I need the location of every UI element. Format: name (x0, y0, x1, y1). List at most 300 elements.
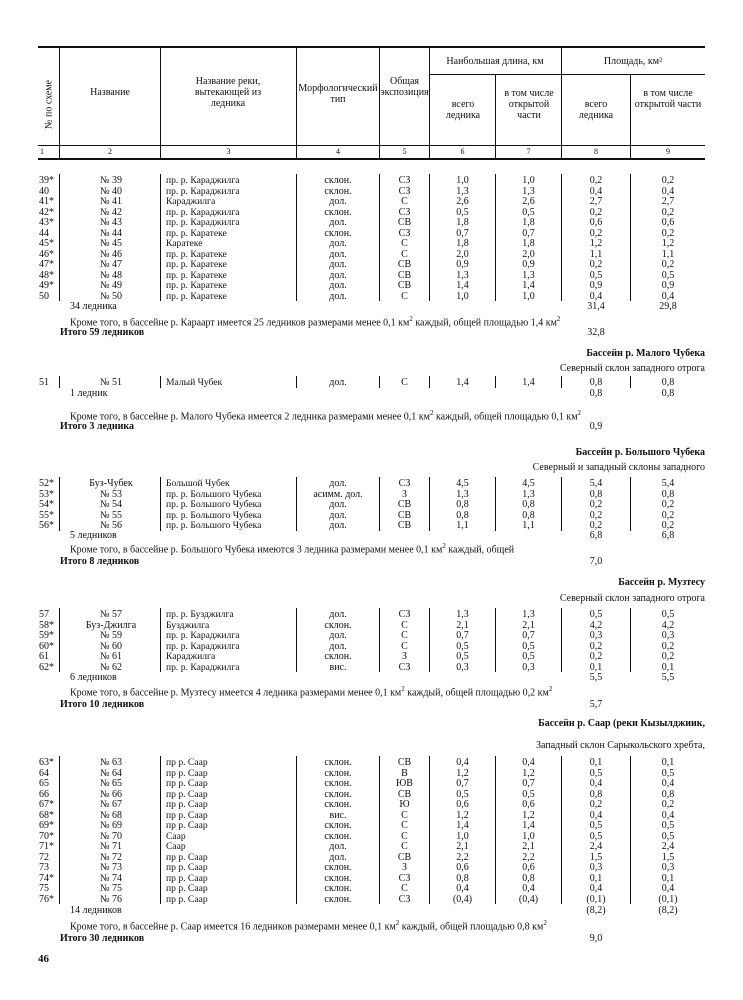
cell-col-2: № 55 (99, 509, 123, 521)
table-row (38, 641, 705, 652)
cell-col-1: 73 (39, 862, 49, 873)
cell-col-6: 1,4 (456, 820, 469, 831)
cell-col-4: дол. (329, 851, 347, 863)
table-row (38, 757, 705, 768)
cell-col-5: С (401, 809, 408, 821)
cell-col-4: склон. (324, 799, 352, 810)
cell-col-2: № 42 (99, 206, 123, 218)
cell-col-7: 1,2 (522, 809, 535, 821)
cell-col-9: 0,9 (661, 280, 675, 291)
cell-col-7: 1,4 (522, 820, 535, 831)
col-number-9: 9 (666, 147, 670, 156)
section-title: Бассейн р. Саар (реки Кызылджиик, (538, 718, 705, 729)
cell-col-4: асимм. дол. (313, 488, 363, 500)
cell-col-6: 1,1 (456, 520, 469, 531)
col-3-header: Название реки, вытекающей из ледника (194, 76, 262, 109)
cell-col-8: (0,1) (586, 893, 606, 905)
block-total-area: 9,0 (589, 933, 603, 944)
cell-col-9: 0,6 (661, 217, 675, 228)
cell-col-1: 53* (39, 488, 54, 500)
cell-col-3: пр р. Саар (166, 862, 208, 873)
cell-col-7: 0,8 (522, 509, 535, 521)
cell-col-2: № 70 (99, 830, 123, 842)
cell-col-9: 0,5 (661, 609, 675, 620)
table-row (38, 249, 705, 260)
col-number-8: 8 (594, 147, 598, 156)
table-row (38, 207, 705, 218)
cell-col-8: 0,4 (589, 778, 603, 789)
cell-col-6: 2,1 (456, 619, 469, 631)
cell-col-9: 0,2 (661, 175, 675, 186)
cell-col-9: 4,2 (661, 619, 675, 631)
block-total: Итого 8 ледников (60, 556, 140, 567)
cell-col-7: 1,4 (522, 280, 535, 291)
cell-col-8: 0,3 (589, 862, 603, 873)
cell-col-9: 0,2 (661, 227, 675, 239)
cell-col-4: дол. (329, 640, 347, 652)
cell-col-3: пр. р. Каратеке (166, 259, 227, 270)
cell-col-3: пр. р. Каратеке (166, 227, 227, 239)
cell-col-7: 0,8 (522, 872, 535, 884)
cell-col-7: 0,6 (522, 862, 535, 873)
cell-col-5: З (401, 862, 407, 873)
cell-col-2: № 76 (99, 893, 123, 905)
cell-col-4: дол. (329, 478, 347, 489)
cell-col-3: Саар (166, 830, 186, 842)
cell-col-5: СЗ (398, 893, 411, 905)
cell-col-2: № 57 (99, 609, 123, 620)
cell-col-8: 0,2 (589, 799, 603, 810)
cell-col-2: № 62 (99, 661, 123, 673)
cell-col-9: 0,2 (661, 799, 675, 810)
cell-col-7: 0,7 (522, 778, 535, 789)
cell-col-3: пр р. Саар (166, 820, 208, 831)
cell-col-6: 1,0 (456, 290, 469, 302)
cell-col-7: 2,6 (522, 196, 535, 207)
header-vline-2 (160, 48, 161, 159)
header-num-rule (38, 145, 705, 146)
cell-col-3: пр р. Саар (166, 788, 208, 800)
section-subtitle: Северный склон западного отрога (559, 593, 705, 604)
table-row (38, 831, 705, 842)
area-group-header: Площадь, км² (603, 56, 663, 67)
cell-col-6: 0,7 (456, 630, 469, 641)
area-sum-total: (8,2) (586, 905, 606, 916)
cell-col-4: склон. (324, 767, 352, 779)
cell-col-2: № 73 (99, 862, 123, 873)
cell-col-1: 75 (39, 883, 49, 894)
table-row (38, 873, 705, 884)
cell-col-7: 0,5 (522, 206, 535, 218)
cell-col-5: СЗ (398, 206, 411, 218)
cell-col-7: 4,5 (522, 478, 535, 489)
cell-col-2: № 40 (99, 185, 123, 197)
cell-col-1: 45* (39, 238, 54, 249)
cell-col-6: 2,1 (456, 841, 469, 852)
cell-col-9: 1,1 (661, 248, 675, 260)
table-row (38, 820, 705, 831)
cell-col-4: дол. (329, 630, 347, 641)
cell-col-2: № 74 (99, 872, 123, 884)
area-sum-total: 6,8 (589, 530, 603, 541)
area-sum-open: 5,5 (661, 672, 675, 683)
cell-col-5: СЗ (398, 478, 411, 489)
cell-col-8: 0,5 (589, 820, 603, 831)
table-row (38, 894, 705, 905)
table-row (38, 478, 705, 489)
cell-col-8: 0,1 (589, 661, 603, 673)
cell-col-5: СВ (397, 499, 412, 510)
cell-col-4: склон. (324, 185, 352, 197)
cell-col-4: дол. (329, 377, 347, 388)
cell-col-2: № 59 (99, 630, 123, 641)
cell-col-5: С (401, 830, 408, 842)
cell-col-4: дол. (329, 269, 347, 281)
glacier-count: 1 ледник (70, 388, 108, 399)
cell-col-9: 0,2 (661, 640, 675, 652)
block-total-area: 7,0 (589, 556, 603, 567)
cell-col-2: № 60 (99, 640, 123, 652)
cell-col-3: пр. р. Большого Чубека (166, 509, 262, 521)
table-row (38, 196, 705, 207)
cell-col-4: дол. (329, 520, 347, 531)
cell-col-5: С (401, 630, 408, 641)
cell-col-8: 0,1 (589, 757, 603, 768)
col-number-1: 1 (40, 147, 44, 156)
glacier-count: 5 ледников (70, 530, 117, 541)
cell-col-2: № 43 (99, 217, 123, 228)
cell-col-6: 0,4 (456, 757, 469, 768)
cell-col-3: Бузджилга (166, 619, 210, 631)
cell-col-1: 55* (39, 509, 54, 521)
cell-col-6: 1,8 (456, 217, 469, 228)
cell-col-6: 0,6 (456, 862, 469, 873)
cell-col-8: 0,8 (589, 377, 603, 388)
cell-col-1: 65 (39, 778, 49, 789)
cell-col-7: 1,4 (522, 377, 535, 388)
cell-col-2: № 65 (99, 778, 123, 789)
col-number-2: 2 (108, 147, 112, 156)
area-sum-total: 5,5 (589, 672, 603, 683)
cell-col-9: 0,5 (661, 767, 675, 779)
cell-col-5: СЗ (398, 185, 411, 197)
cell-col-5: СВ (397, 217, 412, 228)
cell-col-9: 0,2 (661, 499, 675, 510)
cell-col-7: 2,1 (522, 841, 535, 852)
cell-col-8: 0,6 (589, 217, 603, 228)
area-sum-total: 0,8 (589, 388, 603, 399)
cell-col-1: 50 (39, 290, 49, 302)
cell-col-9: 0,5 (661, 269, 675, 281)
cell-col-7: 1,1 (522, 520, 535, 531)
section-title: Бассейн р. Музтесу (618, 577, 705, 588)
col-8-header: всего ледника (578, 99, 614, 121)
table-row (38, 810, 705, 821)
cell-col-5: СВ (397, 757, 412, 768)
table-row (38, 510, 705, 521)
cell-col-2: № 63 (99, 757, 123, 768)
cell-col-8: 0,8 (589, 488, 603, 500)
cell-col-9: 0,8 (661, 788, 675, 800)
cell-col-6: 0,8 (456, 509, 469, 521)
cell-col-6: 0,8 (456, 872, 469, 884)
cell-col-5: С (401, 640, 408, 652)
cell-col-5: СВ (397, 259, 412, 270)
cell-col-6: 2,2 (456, 851, 469, 863)
cell-col-5: С (401, 238, 408, 249)
cell-col-9: 5,4 (661, 478, 675, 489)
cell-col-6: 1,4 (456, 280, 469, 291)
block-total-area: 0,9 (589, 421, 603, 432)
table-row (38, 499, 705, 510)
cell-col-8: 0,9 (589, 280, 603, 291)
table-row (38, 862, 705, 873)
cell-col-6: 1,3 (456, 185, 469, 197)
header-bottom-rule (38, 158, 705, 160)
cell-col-7: 0,6 (522, 799, 535, 810)
cell-col-3: пр. р. Бузджилга (166, 609, 234, 620)
cell-col-3: пр р. Саар (166, 893, 208, 905)
cell-col-3: пр р. Саар (166, 799, 208, 810)
table-row (38, 620, 705, 631)
cell-col-1: 43* (39, 217, 54, 228)
cell-col-4: вис. (329, 661, 347, 673)
cell-col-9: 2,4 (661, 841, 675, 852)
cell-col-9: 0,2 (661, 509, 675, 521)
cell-col-8: 0,2 (589, 175, 603, 186)
table-row (38, 778, 705, 789)
cell-col-1: 51 (39, 377, 49, 388)
cell-col-6: 1,2 (456, 767, 469, 779)
cell-col-7: 1,8 (522, 217, 535, 228)
cell-col-8: 2,7 (589, 196, 603, 207)
cell-col-1: 76* (39, 893, 54, 905)
section-title: Бассейн р. Большого Чубека (575, 447, 705, 458)
cell-col-3: пр р. Саар (166, 778, 208, 789)
cell-col-3: пр р. Саар (166, 872, 208, 884)
cell-col-3: Большой Чубек (166, 478, 230, 489)
cell-col-3: пр. р. Караджилга (166, 640, 240, 652)
cell-col-6: 2,6 (456, 196, 469, 207)
cell-col-4: склон. (324, 619, 352, 631)
cell-col-9: 2,7 (661, 196, 675, 207)
cell-col-3: пр р. Саар (166, 851, 208, 863)
cell-col-4: дол. (329, 841, 347, 852)
cell-col-6: (0,4) (452, 893, 473, 905)
cell-col-7: 1,2 (522, 767, 535, 779)
section-subtitle: Северный и западный склоны западного (532, 462, 705, 473)
cell-col-4: дол. (329, 280, 347, 291)
cell-col-5: ЮВ (396, 778, 413, 789)
cell-col-1: 72 (39, 851, 49, 863)
cell-col-4: склон. (324, 651, 352, 662)
cell-col-1: 49* (39, 280, 54, 291)
cell-col-5: СВ (397, 280, 412, 291)
cell-col-7: 0,7 (522, 227, 535, 239)
cell-col-4: дол. (329, 499, 347, 510)
cell-col-4: склон. (324, 883, 352, 894)
cell-col-7: 1,3 (522, 185, 535, 197)
cell-col-7: 0,9 (522, 259, 535, 270)
section-subtitle: Западный склон Сарыкольского хребта, (536, 740, 705, 751)
cell-col-3: пр. р. Каратеке (166, 280, 227, 291)
cell-col-4: дол. (329, 248, 347, 260)
col-number-4: 4 (336, 147, 340, 156)
cell-col-2: № 53 (99, 488, 123, 500)
glacier-count: 34 ледника (70, 301, 117, 312)
cell-col-6: 1,3 (456, 609, 469, 620)
cell-col-9: 0,4 (661, 809, 675, 821)
cell-col-2: № 48 (99, 269, 123, 281)
cell-col-3: пр. р. Караджилга (166, 217, 240, 228)
cell-col-3: пр. р. Караджилга (166, 185, 240, 197)
cell-col-1: 48* (39, 269, 54, 281)
cell-col-1: 70* (39, 830, 54, 842)
cell-col-7: 1,3 (522, 609, 535, 620)
col-9-header: в том числе открытой части (634, 88, 702, 110)
table-row (38, 883, 705, 894)
cell-col-2: № 72 (99, 851, 123, 863)
area-sum-open: 29,8 (659, 301, 677, 312)
cell-col-3: пр р. Саар (166, 757, 208, 768)
cell-col-4: склон. (324, 893, 352, 905)
cell-col-5: С (401, 290, 408, 302)
cell-col-5: СВ (397, 509, 412, 521)
cell-col-5: СЗ (398, 872, 411, 884)
cell-col-9: 0,2 (661, 520, 675, 531)
cell-col-1: 64 (39, 767, 49, 779)
cell-col-6: 4,5 (456, 478, 469, 489)
cell-col-4: дол. (329, 259, 347, 270)
table-row (38, 630, 705, 641)
header-vline-4 (379, 48, 380, 159)
cell-col-2: № 44 (99, 227, 123, 239)
cell-col-8: 0,4 (589, 290, 603, 302)
area-sum-open: 0,8 (661, 388, 675, 399)
cell-col-6: 0,8 (456, 499, 469, 510)
header-vline-6 (495, 75, 496, 159)
cell-col-4: склон. (324, 227, 352, 239)
block-total: Итого 59 ледников (60, 327, 145, 338)
cell-col-2: Буз-Джилга (85, 619, 137, 631)
cell-col-7: 0,8 (522, 499, 535, 510)
table-row (38, 228, 705, 239)
cell-col-3: пр р. Саар (166, 767, 208, 779)
cell-col-5: СЗ (398, 227, 411, 239)
cell-col-4: дол. (329, 609, 347, 620)
table-row (38, 841, 705, 852)
table-row (38, 280, 705, 291)
cell-col-5: С (401, 248, 408, 260)
col-number-7: 7 (526, 147, 531, 156)
cell-col-7: 0,4 (522, 757, 535, 768)
cell-col-7: 1,0 (522, 175, 535, 186)
cell-col-8: 0,2 (589, 227, 603, 239)
cell-col-5: С (401, 841, 408, 852)
cell-col-2: № 41 (99, 196, 123, 207)
cell-col-3: пр. р. Караджилга (166, 630, 240, 641)
cell-col-9: 0,2 (661, 259, 675, 270)
cell-col-9: 0,1 (661, 661, 675, 673)
cell-col-5: СЗ (398, 175, 411, 186)
cell-col-6: 0,5 (456, 640, 469, 652)
cell-col-2: № 49 (99, 280, 123, 291)
cell-col-9: 0,3 (661, 862, 675, 873)
cell-col-5: СВ (397, 269, 412, 281)
cell-col-1: 58* (39, 619, 54, 631)
cell-col-1: 46* (39, 248, 54, 260)
cell-col-6: 0,4 (456, 883, 469, 894)
cell-col-9: 0,8 (661, 488, 675, 500)
cell-col-6: 1,3 (456, 269, 469, 281)
cell-col-2: № 67 (99, 799, 123, 810)
cell-col-4: склон. (324, 830, 352, 842)
cell-col-7: 0,5 (522, 788, 535, 800)
footnote-small-glaciers: Кроме того, в бассейне р. Большого Чубека имеются 3 ледника размерами менее 0,1 $км^2$ каждый, общей (70, 543, 515, 556)
table-row (38, 789, 705, 800)
cell-col-1: 68* (39, 809, 54, 821)
cell-col-3: пр. р. Большого Чубека (166, 488, 262, 500)
cell-col-3: Каратеке (166, 238, 203, 249)
cell-col-9: 0,4 (661, 778, 675, 789)
area-sum-open: 6,8 (661, 530, 675, 541)
block-total: Итого 30 ледников (60, 933, 145, 944)
cell-col-3: пр. р. Караджилга (166, 175, 240, 186)
cell-col-3: Саар (166, 841, 186, 852)
cell-col-8: 2,4 (589, 841, 603, 852)
cell-col-4: склон. (324, 778, 352, 789)
cell-col-8: 0,3 (589, 630, 603, 641)
cell-col-2: № 66 (99, 788, 123, 800)
cell-col-7: 1,8 (522, 238, 535, 249)
table-row (38, 377, 705, 388)
cell-col-5: СЗ (398, 661, 411, 673)
cell-col-9: 0,5 (661, 830, 675, 842)
col-number-6: 6 (460, 147, 465, 156)
cell-col-5: З (401, 488, 407, 500)
cell-col-5: СВ (397, 788, 412, 800)
cell-col-3: пр. р. Каратеке (166, 290, 227, 302)
cell-col-8: 0,2 (589, 499, 603, 510)
cell-col-2: № 39 (99, 175, 123, 186)
cell-col-1: 67* (39, 799, 54, 810)
table-row (38, 217, 705, 228)
block-total-area: 5,7 (589, 699, 603, 710)
cell-col-9: 1,2 (661, 238, 675, 249)
cell-col-4: склон. (324, 206, 352, 218)
cell-col-4: дол. (329, 509, 347, 521)
cell-col-8: 0,4 (589, 185, 603, 197)
length-group-header: Наибольшая длина, км (446, 56, 544, 67)
cell-col-5: СВ (397, 851, 412, 863)
cell-col-6: 1,2 (456, 809, 469, 821)
cell-col-4: склон. (324, 820, 352, 831)
cell-col-9: 0,1 (661, 757, 675, 768)
table-row (38, 175, 705, 186)
cell-col-6: 0,5 (456, 651, 469, 662)
cell-col-5: С (401, 377, 408, 388)
col-6-header: всего ледника (445, 99, 481, 121)
cell-col-2: № 64 (99, 767, 123, 779)
cell-col-1: 60* (39, 640, 54, 652)
cell-col-3: Малый Чубек (166, 377, 223, 388)
cell-col-6: 1,3 (456, 488, 469, 500)
cell-col-8: 0,5 (589, 767, 603, 779)
cell-col-7: 0,3 (522, 661, 535, 673)
cell-col-1: 42* (39, 206, 54, 218)
cell-col-8: 0,4 (589, 883, 603, 894)
cell-col-3: пр р. Саар (166, 883, 208, 894)
